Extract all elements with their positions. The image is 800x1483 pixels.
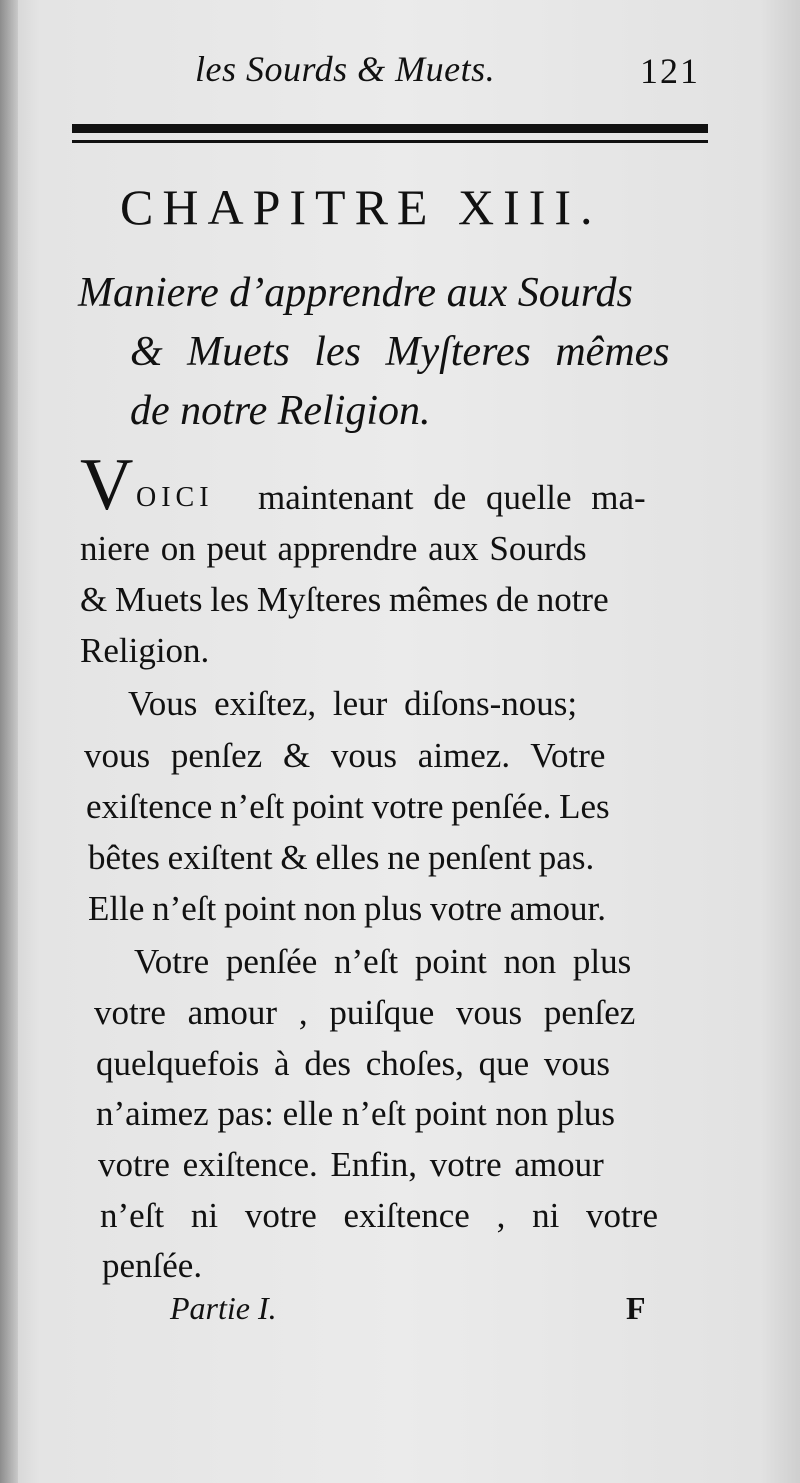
body-line: quelquefois à des choſes, que vous	[96, 1044, 611, 1083]
first-word-smallcaps: OICI	[136, 482, 214, 513]
chapter-subtitle	[78, 264, 728, 441]
body-line: Votre penſée n’eſt point non plus	[134, 942, 632, 981]
drop-cap: V	[80, 444, 134, 526]
chapter-subtitle-line: Maniere d’apprendre aux Sourds	[78, 270, 633, 316]
body-line: Religion.	[80, 631, 210, 670]
body-line: votre exiſtence. Enfin, votre amour	[98, 1145, 604, 1184]
body-line: vous penſez & vous aimez. Votre	[84, 736, 606, 775]
page-edge-shadow	[0, 0, 18, 1483]
body-line: votre amour , puiſque vous penſez	[94, 993, 636, 1032]
body-line: bêtes exiſtent & elles ne penſent pas.	[88, 838, 595, 877]
part-label: Partie I.	[170, 1290, 277, 1326]
page-number: 121	[640, 51, 700, 91]
chapter-subtitle-line: de notre Religion.	[130, 388, 431, 434]
signature-mark: F	[626, 1290, 646, 1326]
body-line: niere on peut apprendre aux Sourds	[80, 529, 587, 568]
chapter-subtitle-line: & Muets les Myſteres mêmes	[130, 329, 670, 375]
running-title: les Sourds & Muets.	[195, 49, 496, 89]
header-rule-thin	[72, 140, 708, 143]
chapter-title: CHAPITRE XIII.	[120, 179, 602, 235]
header-rule-thick	[72, 124, 708, 133]
body-line: maintenant de quelle ma-	[258, 478, 646, 517]
body-line: Elle n’eſt point non plus votre amour.	[88, 889, 606, 928]
body-line: n’eſt ni votre exiſtence , ni votre	[100, 1196, 658, 1235]
body-line: Vous exiſtez, leur diſons-nous;	[128, 684, 578, 723]
body-line: & Muets les Myſteres mêmes de notre	[80, 580, 609, 619]
body-line: penſée.	[102, 1246, 203, 1285]
body-line: n’aimez pas: elle n’eſt point non plus	[96, 1094, 616, 1133]
body-line: exiſtence n’eſt point votre penſée. Les	[86, 787, 610, 826]
